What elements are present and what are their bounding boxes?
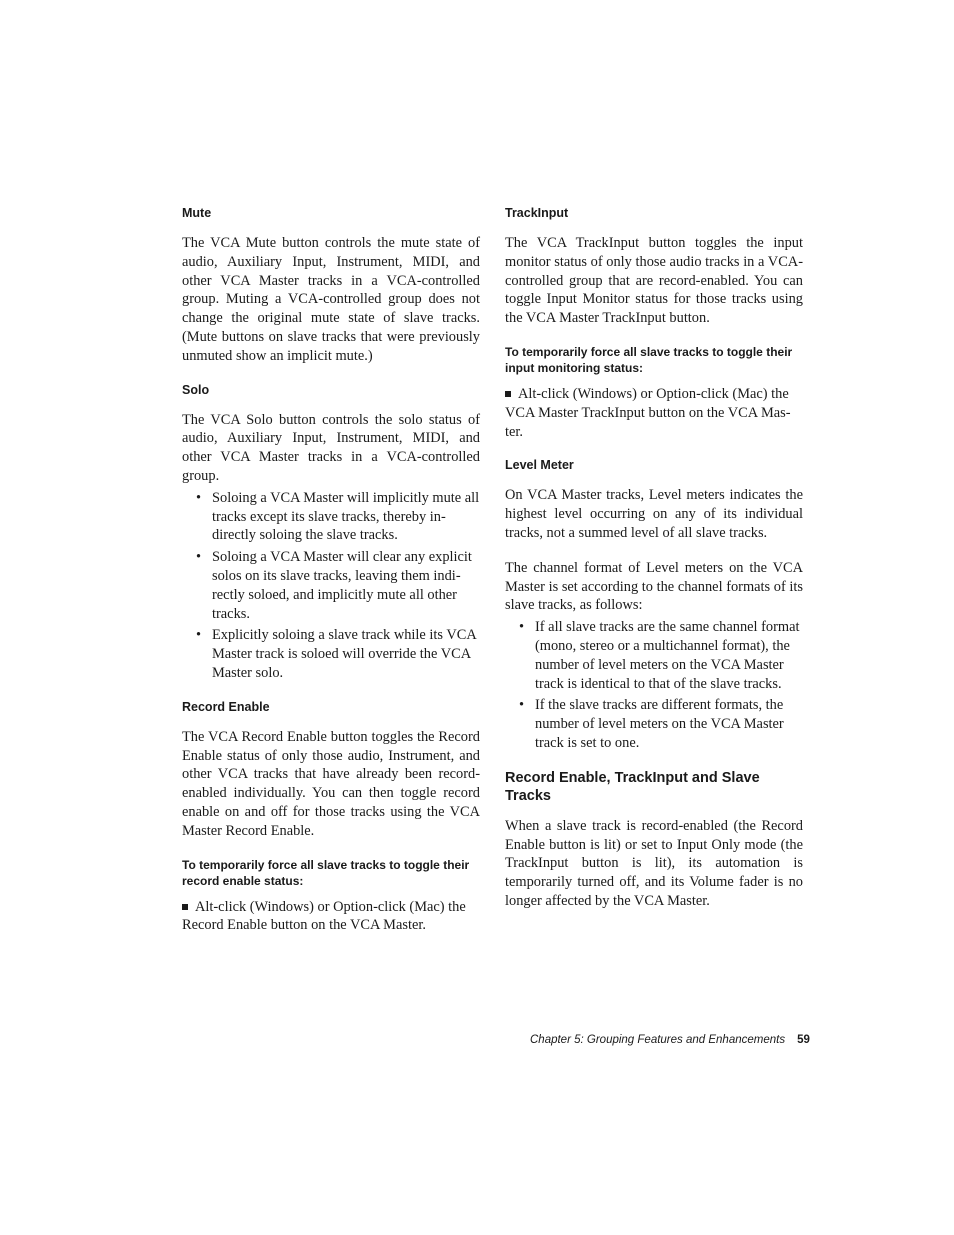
level-meter-heading: Level Meter xyxy=(505,458,574,473)
square-bullet-icon xyxy=(505,391,511,397)
left-column xyxy=(182,205,480,951)
mute-heading: Mute xyxy=(182,206,212,220)
procedure-step: Alt-click (Windows) or Option-click (Mac) the VCA Master TrackInput button on the VCA Master. xyxy=(505,385,791,440)
level-meter-paragraph-1: On VCA Master tracks, Level meters indicates the highest level occurring on any of its individual tracks, not a summed level of all slave tracks. xyxy=(505,487,803,541)
record-enable-trackinput-paragraph: When a slave track is record-enabled (the Record Enable button is lit) or set to Input Only mode (the TrackInput button is lit), its automation is temporarily turned off, and its Volume fader is no longer affected by the VCA Master. xyxy=(505,817,803,909)
record-enable-trackinput-heading: Record Enable, TrackInput and Slave Tracks xyxy=(505,769,760,804)
bullet-icon: • xyxy=(519,619,525,636)
level-meter-bullet-list xyxy=(505,618,803,753)
right-column xyxy=(505,205,803,927)
square-bullet-icon xyxy=(182,904,188,910)
list-item: • Explicitly soloing a slave track while its VCA Master track is soloed will override the VCA Master solo. xyxy=(196,627,476,681)
procedure-step: Alt-click (Windows) or Option-click (Mac) the Record Enable button on the VCA Master. xyxy=(182,898,466,934)
list-item: • Soloing a VCA Master will implicitly mute all tracks except its slave tracks, thereby indirectly soloing the slave tracks. xyxy=(196,489,480,544)
chapter-title: Chapter 5: Grouping Features and Enhancements xyxy=(530,1034,786,1046)
solo-paragraph: The VCA Solo button controls the solo status of audio, Auxiliary Input, Instrument, MIDI, and other VCA Master tracks in a VCA-controlled group. xyxy=(182,411,480,484)
solo-bullet-list xyxy=(182,489,480,683)
page-footer xyxy=(530,1034,830,1046)
list-item: • If the slave tracks are different formats, the number of level meters on the VCA Master track is set to one. xyxy=(519,697,784,751)
bullet-icon: • xyxy=(196,627,202,644)
record-enable-paragraph: The VCA Record Enable button toggles the Record Enable status of only those audio, Instrument, and other VCA tracks that have already been record-enabled individually. You can then toggle record enable on and off for those tracks using the VCA Master Record Enable. xyxy=(182,728,480,839)
bullet-icon: • xyxy=(196,489,202,506)
trackinput-paragraph: The VCA TrackInput button toggles the input monitor status of only those audio tracks in a VCA-controlled group that are record-enabled. You can toggle Input Monitor status for those tracks using the VCA Master TrackInput button. xyxy=(505,235,803,327)
page-number: 59 xyxy=(797,1034,810,1046)
mute-paragraph: The VCA Mute button controls the mute state of audio, Auxiliary Input, Instrument, MIDI, and other VCA Master tracks in a VCA-controlled group. Muting a VCA-controlled group does not change the original mute state of slave tracks. (Mute buttons on slave tracks that were previously unmuted show an implicit mute.) xyxy=(182,235,480,364)
list-item: • Soloing a VCA Master will clear any explicit solos on its slave tracks, leaving them indirectly soloed, and implicitly mute all other tracks. xyxy=(196,549,472,622)
bullet-icon: • xyxy=(519,697,525,714)
record-enable-heading: Record Enable xyxy=(182,699,270,714)
solo-heading: Solo xyxy=(182,382,210,397)
trackinput-heading: TrackInput xyxy=(505,206,569,220)
bullet-icon: • xyxy=(196,549,202,566)
procedure-heading: To temporarily force all slave tracks to toggle their record enable status: xyxy=(182,857,470,889)
procedure-heading: To temporarily force all slave tracks to toggle their input monitoring status: xyxy=(505,344,793,376)
level-meter-paragraph-2: The channel format of Level meters on the VCA Master is set according to the channel formats of its slave tracks, as follows: xyxy=(505,559,803,614)
list-item: • If all slave tracks are the same channel format (mono, stereo or a multichannel format), the number of level meters on the VCA Master track is identical to that of the slave tracks. xyxy=(519,619,800,692)
